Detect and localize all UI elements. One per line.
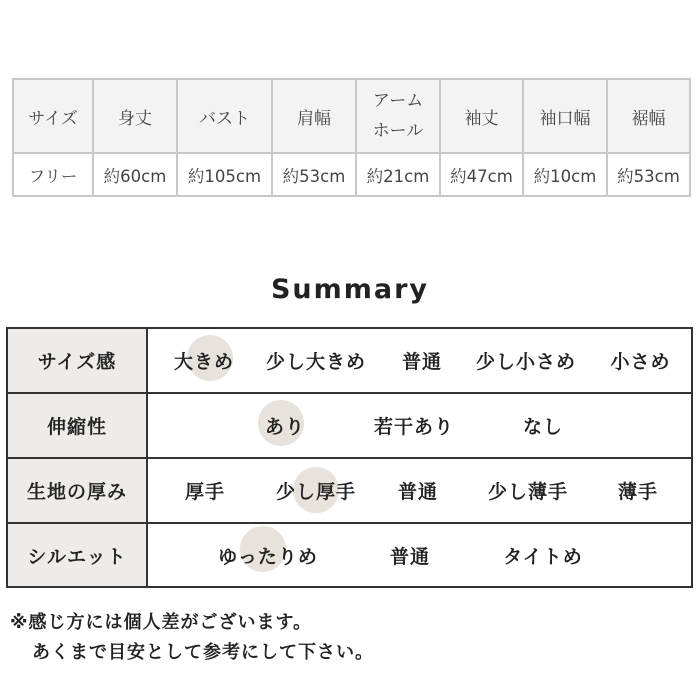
summary-row-stretch xyxy=(8,394,691,459)
option-chiisame: 小さめ xyxy=(610,351,671,373)
summary-label-thickness: 生地の厚み xyxy=(8,459,148,522)
note-line-2: あくまで目安として参考にして下さい。 xyxy=(32,642,374,663)
header-hem-width: 裾幅 xyxy=(607,79,690,153)
size-table xyxy=(12,78,691,197)
header-bust: バスト xyxy=(177,79,272,153)
header-armhole xyxy=(356,79,440,153)
option-usude: 薄手 xyxy=(617,481,658,503)
summary-table xyxy=(6,327,693,588)
option-atsude: 厚手 xyxy=(184,481,225,503)
summary-label-silhouette: シルエット xyxy=(8,524,148,586)
summary-row-size-feel xyxy=(8,329,691,394)
note-line-1: ※感じ方には個人差がございます。 xyxy=(10,612,313,633)
option-futsuu-silhouette: 普通 xyxy=(389,545,430,568)
summary-options-stretch xyxy=(148,394,691,457)
option-futsuu-thickness: 普通 xyxy=(397,481,438,503)
summary-options-thickness xyxy=(148,459,691,522)
value-armhole: 約21cm xyxy=(356,153,440,196)
option-ookime: 大きめ xyxy=(173,351,234,373)
size-table-header-row xyxy=(13,79,690,153)
summary-row-silhouette xyxy=(8,524,691,586)
summary-options-silhouette xyxy=(148,524,691,586)
value-shoulder-width: 約53cm xyxy=(272,153,356,196)
header-size: サイズ xyxy=(13,79,93,153)
header-sleeve-length: 袖丈 xyxy=(440,79,523,153)
header-shoulder-width: 肩幅 xyxy=(272,79,356,153)
option-futsuu: 普通 xyxy=(401,351,442,373)
option-taitome: タイトめ xyxy=(503,545,583,568)
option-yuttarime: ゆったりめ xyxy=(218,545,318,568)
summary-title: Summary xyxy=(270,274,430,305)
header-armhole-line1: アーム xyxy=(372,91,424,111)
option-jakkan-ari: 若干あり xyxy=(373,416,454,438)
header-cuff-width: 袖口幅 xyxy=(523,79,607,153)
header-length: 身丈 xyxy=(93,79,177,153)
value-length: 約60cm xyxy=(93,153,177,196)
size-table-value-row xyxy=(13,153,690,196)
option-sukoshi-atsude: 少し厚手 xyxy=(275,481,356,503)
summary-label-size-feel: サイズ感 xyxy=(8,329,148,392)
value-hem-width: 約53cm xyxy=(607,153,690,196)
value-bust: 約105cm xyxy=(177,153,272,196)
summary-options-size-feel xyxy=(148,329,691,392)
option-sukoshi-ookime: 少し大きめ xyxy=(265,351,366,373)
option-sukoshi-chiisame: 少し小さめ xyxy=(475,351,576,373)
summary-label-stretch: 伸縮性 xyxy=(8,394,148,457)
option-nashi: なし xyxy=(522,416,563,438)
header-armhole-line2: ホール xyxy=(372,121,424,141)
value-sleeve-length: 約47cm xyxy=(440,153,523,196)
option-sukoshi-usude: 少し薄手 xyxy=(487,481,568,503)
option-ari: あり xyxy=(264,416,305,438)
summary-row-thickness xyxy=(8,459,691,524)
value-cuff-width: 約10cm xyxy=(523,153,607,196)
value-size: フリー xyxy=(13,153,93,196)
